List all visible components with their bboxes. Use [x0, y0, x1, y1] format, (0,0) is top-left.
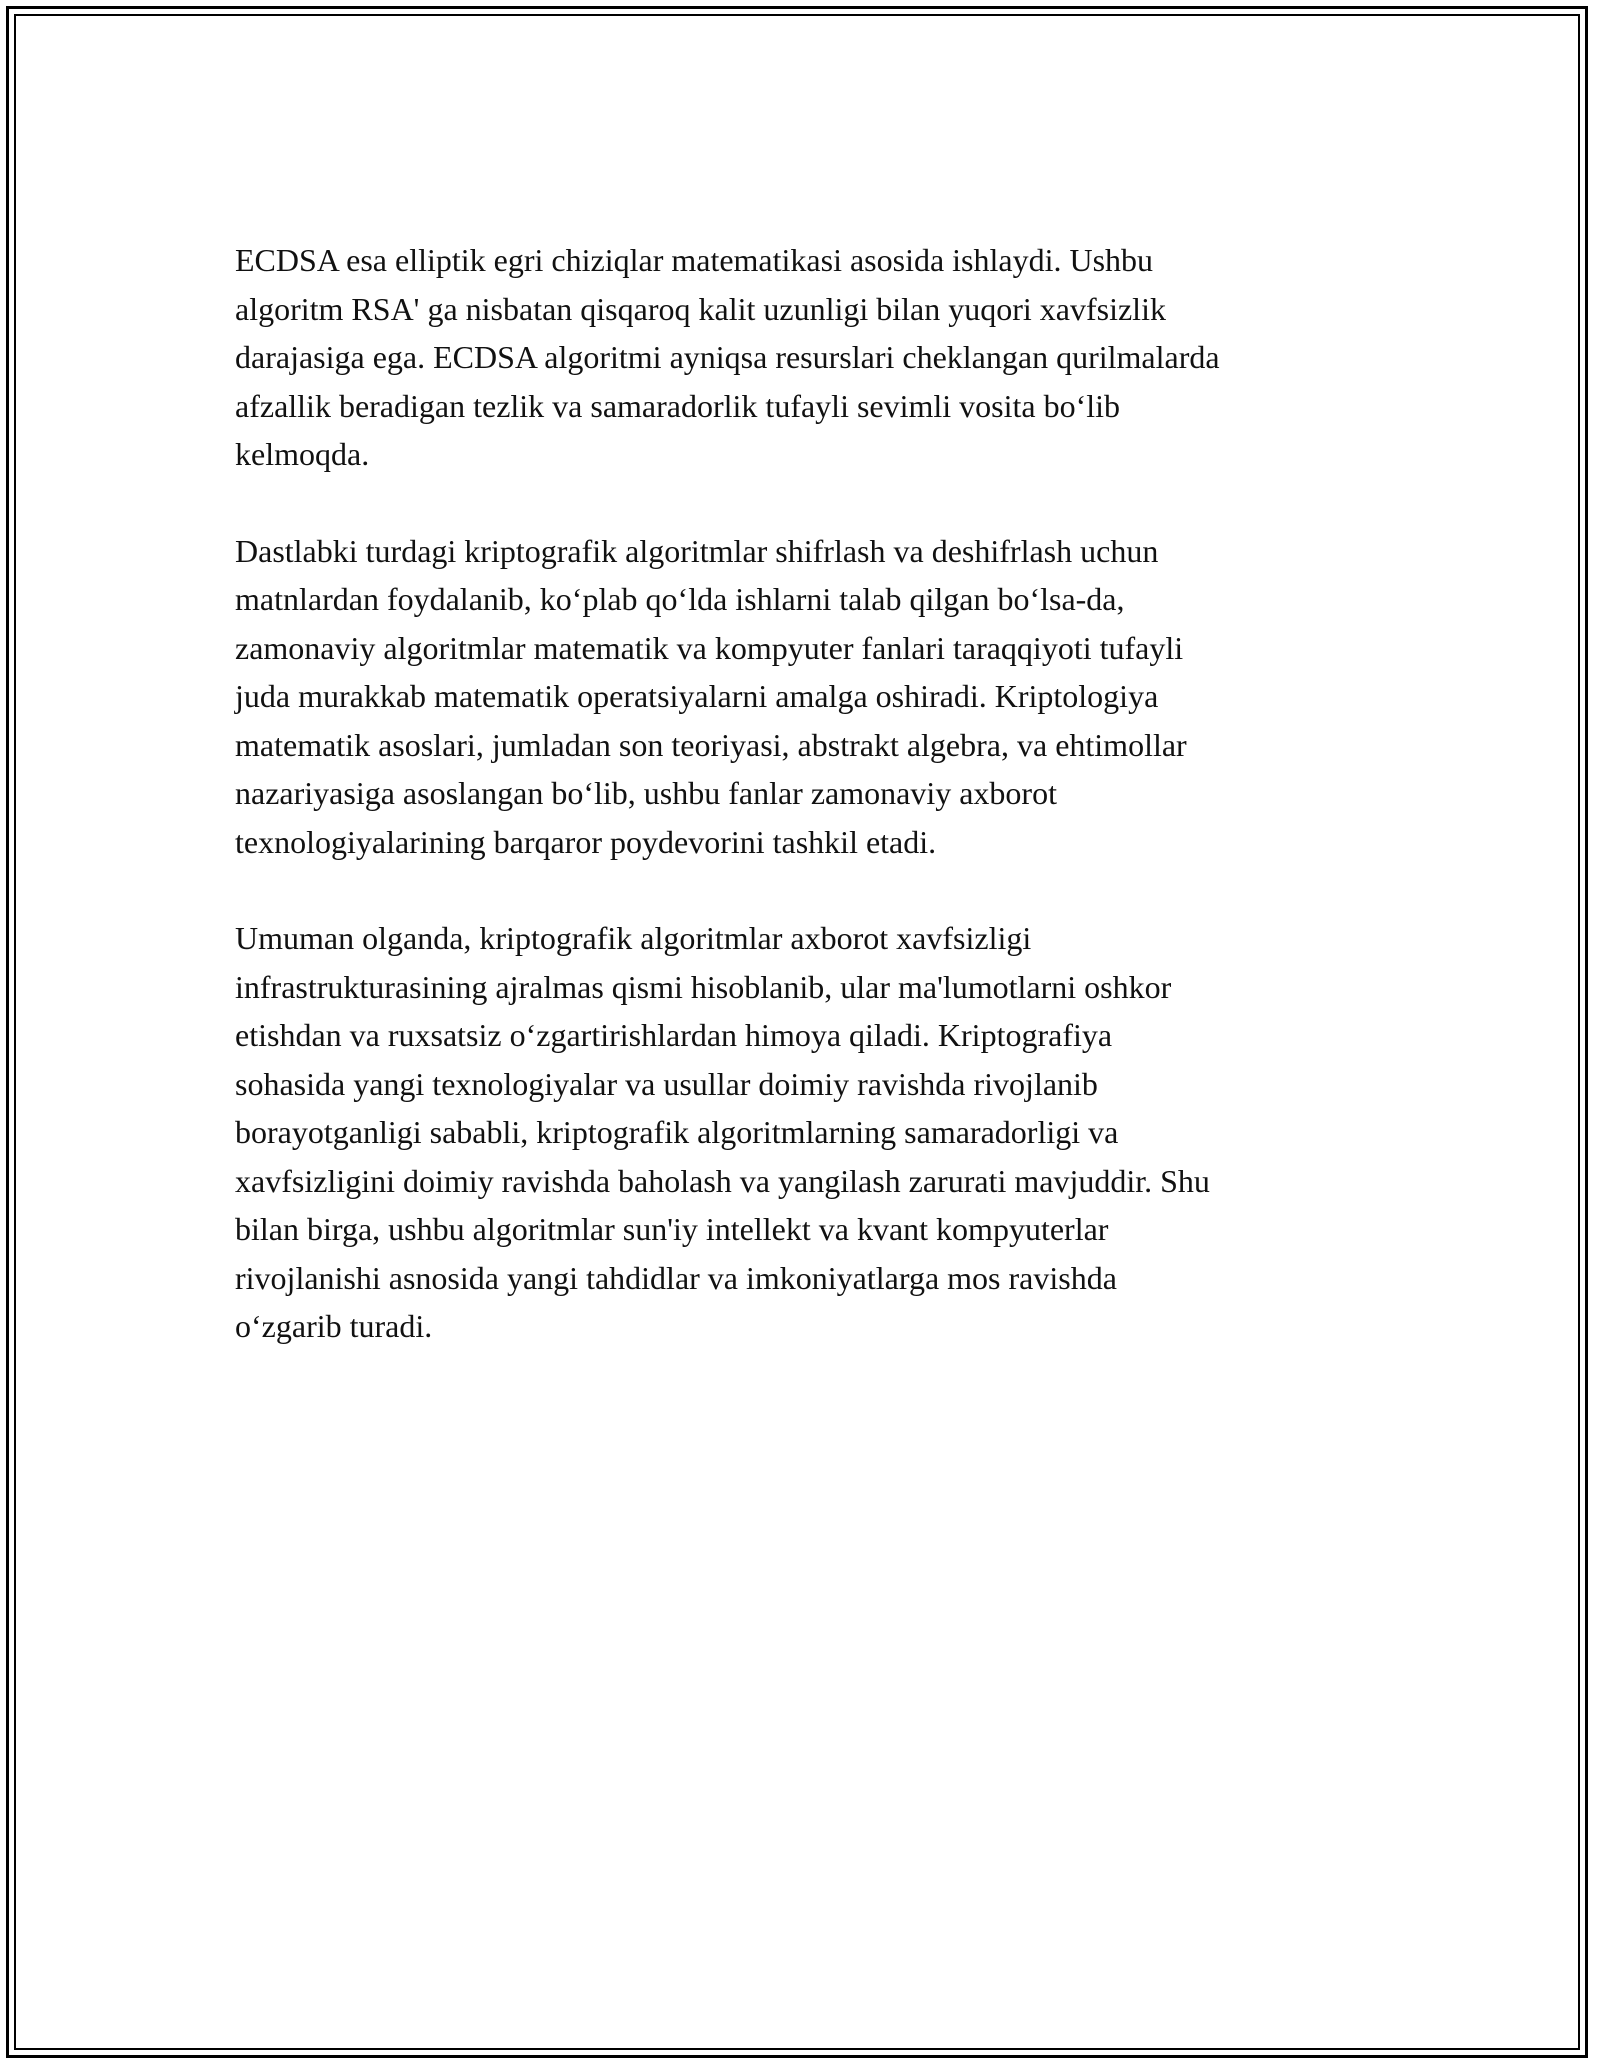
paragraph-line: kelmoqda. — [235, 436, 370, 472]
paragraph-line: xavfsizligini doimiy ravishda baholash va yangilash zarurati mavjuddir. Shu — [235, 1162, 1210, 1199]
paragraph-line: algoritm RSA' ga nisbatan qisqaroq kalit uzunligi bilan yuqori xavfsizlik — [235, 290, 1166, 327]
paragraph-2 — [235, 527, 1395, 867]
paragraph-line: texnologiyalarining barqaror poydevorini tashkil etadi. — [235, 823, 937, 860]
paragraph-3 — [235, 914, 1395, 1351]
paragraph-line: darajasiga ega. ECDSA algoritmi ayniqsa resurslari cheklangan qurilmalarda — [235, 339, 1220, 375]
paragraph-line: bilan birga, ushbu algoritmlar sun'iy intellekt va kvant kompyuterlar — [235, 1211, 1109, 1247]
paragraph-line: nazariyasiga asoslangan bo‘lib, ushbu fanlar zamonaviy axborot — [235, 775, 1057, 811]
paragraph-line: rivojlanishi asnosida yangi tahdidlar va imkoniyatlarga mos ravishda — [235, 1259, 1117, 1296]
paragraph-line: sohasida yangi texnologiyalar va usullar doimiy ravishda rivojlanib — [235, 1065, 1098, 1102]
paragraph-line: Dastlabki turdagi kriptografik algoritmlar shifrlash va deshifrlash uchun — [235, 532, 1159, 569]
paragraph-line: matematik asoslari, jumladan son teoriyasi, abstrakt algebra, va ehtimollar — [235, 726, 1187, 763]
paragraph-line: o‘zgarib turadi. — [235, 1308, 433, 1344]
paragraph-line: matnlardan foydalanib, ko‘plab qo‘lda ishlarni talab qilgan bo‘lsa-da, — [235, 581, 1125, 617]
paragraph-line: borayotganligi sababli, kriptografik algoritmlarning samaradorligi va — [235, 1114, 1119, 1150]
document-body — [235, 236, 1395, 1399]
paragraph-line: etishdan va ruxsatsiz o‘zgartirishlardan himoya qiladi. Kriptografiya — [235, 1017, 1113, 1053]
paragraph-line: infrastrukturasining ajralmas qismi hisoblanib, ular ma'lumotlarni oshkor — [235, 968, 1172, 1005]
paragraph-line: juda murakkab matematik operatsiyalarni amalga oshiradi. Kriptologiya — [235, 678, 1159, 714]
paragraph-1 — [235, 236, 1395, 479]
paragraph-line: ECDSA esa elliptik egri chiziqlar matematikasi asosida ishlaydi. Ushbu — [235, 242, 1154, 278]
paragraph-line: zamonaviy algoritmlar matematik va kompyuter fanlari taraqqiyoti tufayli — [235, 629, 1184, 666]
paragraph-line: Umuman olganda, kriptografik algoritmlar axborot xavfsizligi — [235, 920, 1032, 956]
paragraph-line: afzallik beradigan tezlik va samaradorlik tufayli sevimli vosita bo‘lib — [235, 387, 1121, 424]
